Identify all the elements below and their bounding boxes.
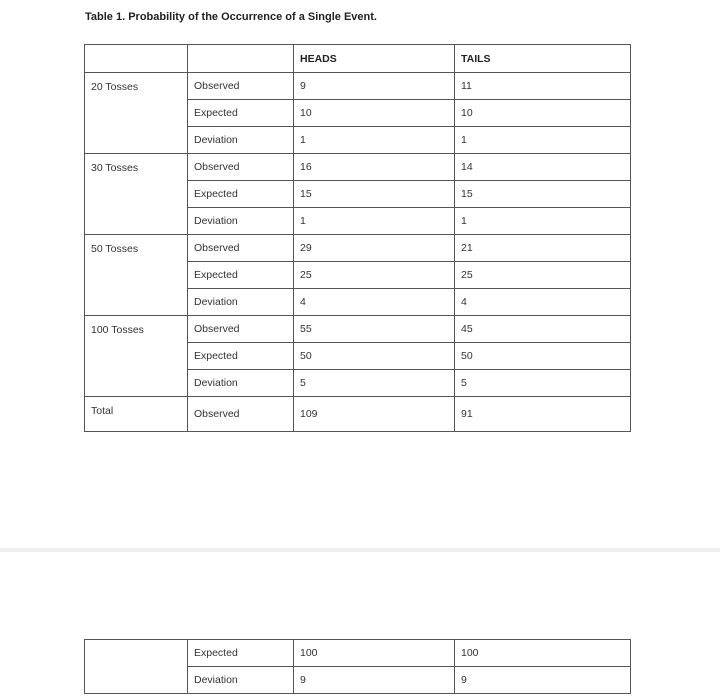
heads-cell: 15 [294, 181, 455, 208]
measure-cell: Expected [188, 181, 294, 208]
page-break [0, 548, 720, 552]
tails-cell: 14 [455, 154, 631, 181]
measure-cell: Expected [188, 343, 294, 370]
tails-cell: 45 [455, 316, 631, 343]
heads-cell: 4 [294, 289, 455, 316]
probability-table [84, 44, 631, 432]
heads-cell: 29 [294, 235, 455, 262]
heads-cell: 109 [294, 397, 455, 432]
measure-cell: Observed [188, 397, 294, 432]
heads-cell: 5 [294, 370, 455, 397]
heads-cell: 10 [294, 100, 455, 127]
table-row [85, 235, 631, 262]
heads-cell: 1 [294, 208, 455, 235]
table-header-row [85, 45, 631, 73]
measure-cell: Observed [188, 154, 294, 181]
header-cell-measure [188, 45, 294, 73]
measure-cell: Expected [188, 640, 294, 667]
heads-cell: 100 [294, 640, 455, 667]
heads-cell: 25 [294, 262, 455, 289]
toss-count-cell: 50 Tosses [85, 235, 188, 316]
tails-cell: 15 [455, 181, 631, 208]
probability-table-continued [84, 639, 631, 694]
heads-cell: 9 [294, 73, 455, 100]
table-row [85, 154, 631, 181]
tails-cell: 5 [455, 370, 631, 397]
heads-cell: 9 [294, 667, 455, 694]
heads-cell: 50 [294, 343, 455, 370]
measure-cell: Expected [188, 262, 294, 289]
table-row [85, 640, 631, 667]
table-caption: Table 1. Probability of the Occurrence of a Single Event. [85, 11, 377, 23]
tails-cell: 21 [455, 235, 631, 262]
measure-cell: Observed [188, 73, 294, 100]
toss-count-cell: 100 Tosses [85, 316, 188, 397]
tails-cell: 100 [455, 640, 631, 667]
table-row [85, 397, 631, 432]
heads-cell: 1 [294, 127, 455, 154]
tails-cell: 91 [455, 397, 631, 432]
toss-count-cell [85, 640, 188, 694]
tails-cell: 4 [455, 289, 631, 316]
header-cell-tails: TAILS [455, 45, 631, 73]
measure-cell: Deviation [188, 127, 294, 154]
toss-count-cell: 20 Tosses [85, 73, 188, 154]
header-cell-heads: HEADS [294, 45, 455, 73]
heads-cell: 16 [294, 154, 455, 181]
measure-cell: Observed [188, 235, 294, 262]
heads-cell: 55 [294, 316, 455, 343]
tails-cell: 10 [455, 100, 631, 127]
header-cell-toss-count [85, 45, 188, 73]
tails-cell: 25 [455, 262, 631, 289]
measure-cell: Observed [188, 316, 294, 343]
tails-cell: 11 [455, 73, 631, 100]
tails-cell: 50 [455, 343, 631, 370]
table-row [85, 316, 631, 343]
tails-cell: 9 [455, 667, 631, 694]
toss-count-cell: 30 Tosses [85, 154, 188, 235]
tails-cell: 1 [455, 127, 631, 154]
measure-cell: Deviation [188, 667, 294, 694]
measure-cell: Deviation [188, 370, 294, 397]
measure-cell: Expected [188, 100, 294, 127]
table-row [85, 73, 631, 100]
toss-count-cell: Total [85, 397, 188, 432]
measure-cell: Deviation [188, 289, 294, 316]
tails-cell: 1 [455, 208, 631, 235]
measure-cell: Deviation [188, 208, 294, 235]
